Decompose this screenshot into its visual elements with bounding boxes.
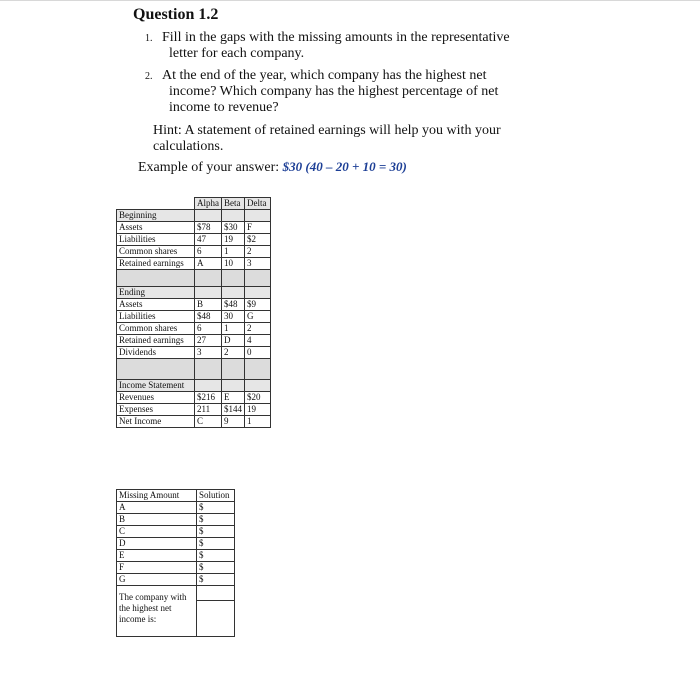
solution-input[interactable]: $ (197, 514, 235, 526)
section-header-ending: Ending (117, 287, 271, 299)
hint (153, 123, 543, 155)
answer-row: E $ (117, 550, 235, 562)
table-row: Expenses 211 $144 19 (117, 404, 271, 416)
company-data-table (116, 197, 271, 428)
company-beta: Beta (222, 198, 245, 210)
section-header-beginning: Beginning (117, 210, 271, 222)
table-row: Assets B $48 $9 (117, 299, 271, 311)
solution-header: Solution (197, 490, 235, 502)
instruction-2-line-2: income? Which company has the highest percentage of net (169, 84, 499, 99)
instruction-2-line-3: income to revenue? (169, 100, 279, 115)
company-alpha: Alpha (195, 198, 222, 210)
final-answer-cell[interactable] (197, 586, 235, 637)
table-row: Dividends 3 2 0 (117, 347, 271, 359)
final-question-row (117, 586, 235, 637)
table-row: Liabilities $48 30 G (117, 311, 271, 323)
question-title: Question 1.2 (133, 6, 219, 23)
final-question: The company with the highest net income is: (117, 586, 197, 637)
spacer-row (117, 359, 271, 380)
solution-input[interactable]: $ (197, 502, 235, 514)
instruction-1-line-2: letter for each company. (169, 46, 305, 61)
solution-input[interactable]: $ (197, 562, 235, 574)
table-row: Common shares 6 1 2 (117, 323, 271, 335)
table-row: Revenues $216 E $20 (117, 392, 271, 404)
answer-row: G $ (117, 574, 235, 586)
instruction-2-line-1: At the end of the year, which company has the highest net (162, 68, 487, 83)
hint-line-2: calculations. (153, 139, 224, 154)
company-header-row (117, 198, 271, 210)
example-label: Example of your answer: (138, 160, 280, 175)
answer-table (116, 489, 235, 637)
table-row: Common shares 6 1 2 (117, 246, 271, 258)
example (138, 159, 407, 176)
instruction-2-number: 2. (145, 71, 153, 82)
solution-input[interactable]: $ (197, 550, 235, 562)
answer-row: D $ (117, 538, 235, 550)
solution-input[interactable]: $ (197, 574, 235, 586)
hint-line-1: Hint: A statement of retained earnings will help you with your (153, 123, 501, 138)
answer-row: B $ (117, 514, 235, 526)
company-delta: Delta (245, 198, 271, 210)
table-row: Retained earnings 27 D 4 (117, 335, 271, 347)
instruction-1-number: 1. (145, 33, 153, 44)
instruction-1 (145, 30, 555, 62)
solution-input[interactable]: $ (197, 526, 235, 538)
solution-input[interactable]: $ (197, 538, 235, 550)
instruction-1-line-1: Fill in the gaps with the missing amounts in the representative (162, 30, 510, 45)
section-header-income-statement: Income Statement (117, 380, 271, 392)
instruction-2 (145, 68, 555, 116)
missing-amount-header: Missing Amount (117, 490, 197, 502)
table-row: Retained earnings A 10 3 (117, 258, 271, 270)
answer-header-row (117, 490, 235, 502)
top-divider (0, 0, 700, 1)
answer-row: F $ (117, 562, 235, 574)
spacer-row (117, 270, 271, 287)
table-row: Net Income C 9 1 (117, 416, 271, 428)
table-row: Liabilities 47 19 $2 (117, 234, 271, 246)
answer-row: C $ (117, 526, 235, 538)
example-answer: $30 (40 – 20 + 10 = 30) (282, 159, 407, 174)
table-row: Assets $78 $30 F (117, 222, 271, 234)
answer-row: A $ (117, 502, 235, 514)
